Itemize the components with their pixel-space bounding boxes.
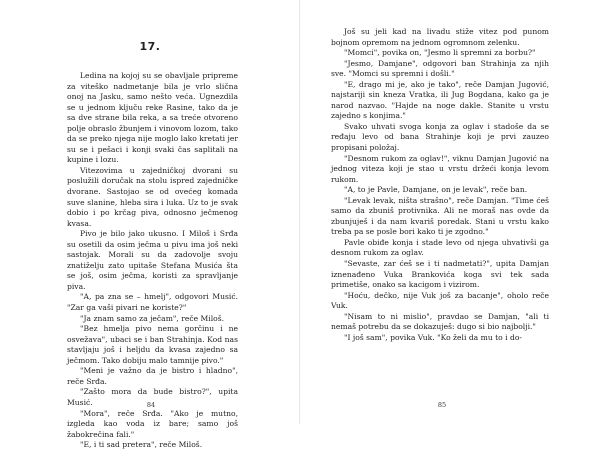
- paragraph: Svako uhvati svoga konja za oglav i stadoše da se ređaju levo od bana Strahinje koji je prvi zauzeo propisani položaj.: [331, 121, 549, 153]
- paragraph: "Zašto mora da bude bistro?", upita Musić.: [67, 387, 238, 407]
- right-page-body: [331, 27, 549, 343]
- paragraph: "Meni je važno da je bistro i hladno", reče Srđa.: [67, 366, 238, 386]
- paragraph: Vitezovima u zajedničkoj dvorani su poslužili doručak na stolu ispred zajedničke dvorane. Sastojao se od ovećeg komada suve slanine, hleba sira i luka. Uz to je svak dobio i po krčag piva, odnosno ječmenog kvasa.: [67, 165, 238, 228]
- paragraph: "Ja znam samo za ječam", reče Miloš.: [80, 313, 225, 323]
- paragraph: "E, drago mi je, ako je tako", reče Damjan Jugović, najstariji sin kneza Vratka, ili Jug Bogdana, kako ga je narod nazvao. "Hajde na noge dakle. Stanite u vrstu zajedno s konjima.": [331, 79, 549, 121]
- paragraph: Pivo je bilo jako ukusno. I Miloš i Srđa su osetili da osim ječma u pivu ima još neki sastojak. Morali su da zadovolje svoju znatiželju zato upitaše Stefana Musića šta se još, osim ječma, koristi za spravljanje piva.: [67, 229, 238, 291]
- paragraph: "Mora", reče Srđa. "Ako je mutno, izgleda kao voda iz bare; samo još žabokrečina fali.": [67, 408, 238, 439]
- page-number: 84: [146, 401, 156, 409]
- left-page: [0, 0, 300, 450]
- paragraph: "A, pa zna se – hmelj", odgovori Musić. "Zar ga vaši pivari ne koriste?": [67, 292, 238, 313]
- chapter-heading: 17.: [139, 40, 161, 53]
- left-page-body: [67, 71, 238, 451]
- paragraph: "E, i ti sad pretera", reče Miloš.: [80, 440, 203, 450]
- paragraph: "Momci", povika on, "Jesmo li spremni za borbu?": [344, 48, 536, 58]
- paragraph: "Levak levak, ništa strašno", reče Damjan. "Time ćeš samo da zbuniš protivnika. Ali ne moraš nas ovde da zbunjuješ i da nam kvariš poredak. Stani u vrstu kako treba pa se posle bori kako ti je zgodno.": [331, 195, 549, 237]
- paragraph: "Bez hmelja pivo nema gorčinu i ne osvežava", ubaci se i ban Strahinja. Kod nas stavljaju još i heljdu da kvasa zajedno sa ječmom. Tako dobiju malo tamnije pivo.": [67, 324, 238, 365]
- paragraph: Još su jeli kad na livadu stiže vitez pod punom bojnom opremom na jednom ogromnom zelenku.: [331, 27, 549, 47]
- paragraph: Pavle obiđe konja i stade levo od njega uhvativši ga desnom rukom za oglav.: [331, 237, 549, 258]
- right-page: [300, 0, 600, 424]
- page-number: 85: [437, 401, 447, 409]
- paragraph: "Nisam to ni mislio", pravdao se Damjan, "ali ti nemaš potrebu da se dokazuješ: dugo si bio najbolji.": [331, 311, 549, 332]
- paragraph: "A, to je Pavle, Damjane, on je levak", reče ban.: [344, 185, 528, 195]
- paragraph: "Jesmo, Damjane", odgovori ban Strahinja za njih sve. "Momci su spremni i došli.": [331, 58, 549, 79]
- paragraph: "I još sam", povika Vuk. "Ko želi da mu to i do-: [344, 332, 523, 342]
- paragraph: Ledina na kojoj su se obavljale pripreme za viteško nadmetanje bila je vrlo slična onoj na Jasku, samo nešto veća. Ugnezdila se u jednom ključu reke Rasine, tako da je sa dve strane bila reka, a sa treće otvoreno polje obraslo žbunjem i vinovom lozom, tako da se preko njega nije moglo lako kretati jer su se i pešaci i konji svaki čas saplitali na kupine i lozu.: [67, 71, 238, 165]
- paragraph: "Sevaste, zar ćeš se i ti nadmetati?", upita Damjan iznenađeno Vuka Brankovića koga svi tek sada primetiše, onako sa kacigom i vizirom.: [331, 259, 549, 290]
- paragraph: "Desnom rukom za oglav!", viknu Damjan Jugović na jednog viteza koji je stao u vrstu držeći konja levom rukom.: [331, 153, 549, 184]
- paragraph: "Hoću, dečko, nije Vuk još za bacanje", oholo reče Vuk.: [331, 290, 549, 311]
